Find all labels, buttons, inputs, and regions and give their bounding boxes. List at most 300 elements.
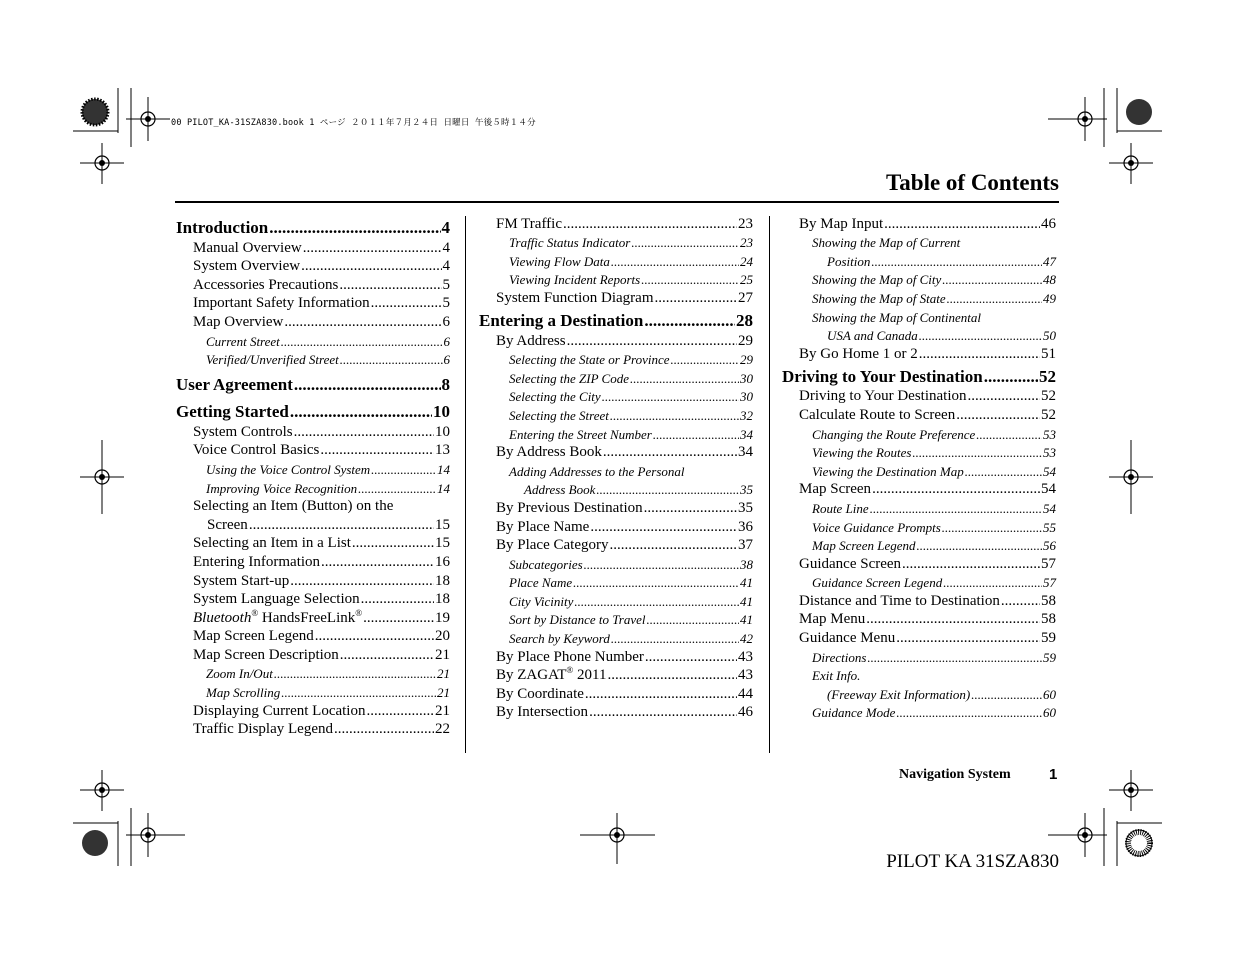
toc-page-number: 58 <box>1041 611 1056 628</box>
toc-entry-title: Position <box>827 253 871 269</box>
toc-entry-title: Guidance Menu <box>799 630 896 647</box>
toc-entry-title: Showing the Map of Current <box>812 235 961 251</box>
toc-entry-title: Directions <box>812 649 867 665</box>
toc-page-number: 38 <box>740 556 753 572</box>
toc-entry[interactable] <box>176 552 450 571</box>
toc-entry[interactable] <box>479 610 753 629</box>
toc-entry[interactable] <box>479 684 753 703</box>
toc-entry[interactable] <box>176 590 450 609</box>
toc-entry-title: Introduction <box>176 218 269 237</box>
dot-leader <box>274 666 436 682</box>
toc-page-number: 21 <box>437 685 450 701</box>
toc-page-number: 59 <box>1043 649 1056 665</box>
toc-column-1 <box>176 214 450 738</box>
toc-page-number: 28 <box>736 310 753 330</box>
toc-page-number: 6 <box>442 313 450 330</box>
dot-leader <box>352 535 434 552</box>
toc-page-number: 52 <box>1041 406 1056 423</box>
dot-leader <box>301 258 441 275</box>
toc-entry[interactable] <box>176 398 450 422</box>
toc-entry-title: Screen <box>207 516 248 533</box>
dot-leader <box>290 402 432 422</box>
dot-leader <box>320 442 434 459</box>
toc-page-number: 18 <box>435 572 450 589</box>
toc-entry-title: Zoom In/Out <box>206 666 273 682</box>
toc-page-number: 54 <box>1041 481 1056 498</box>
toc-page-number: 20 <box>435 628 450 645</box>
dot-leader <box>942 520 1042 536</box>
toc-entry[interactable] <box>782 461 1056 480</box>
toc-entry-title: Using the Voice Control System <box>206 461 371 477</box>
toc-entry-title: Viewing the Routes <box>812 445 912 461</box>
toc-entry-title: USA and Canada <box>827 328 918 344</box>
dot-leader <box>596 482 739 498</box>
toc-entry[interactable] <box>479 536 753 555</box>
dot-leader <box>315 628 434 645</box>
toc-entry-title: By Address <box>496 332 566 349</box>
toc-page-number: 54 <box>1043 463 1056 479</box>
dot-leader <box>631 235 739 251</box>
dot-leader <box>602 389 739 405</box>
toc-page-number: 29 <box>740 352 753 368</box>
toc-entry[interactable] <box>782 233 1056 252</box>
toc-entry[interactable] <box>479 350 753 369</box>
dot-leader <box>896 630 1040 647</box>
toc-entry-title: By Go Home 1 or 2 <box>799 345 918 362</box>
toc-entry-title: Sort by Distance to Travel <box>509 612 646 628</box>
toc-entry-title: Accessories Precautions <box>193 276 339 293</box>
toc-entry-title: Driving to Your Destination <box>799 388 967 405</box>
toc-entry-title: Verified/Unverified Street <box>206 352 339 368</box>
toc-entry-title: Voice Guidance Prompts <box>812 519 941 535</box>
toc-page-number: 54 <box>1043 500 1056 516</box>
toc-entry-title: Search by Keyword <box>509 631 610 647</box>
print-info: 00 PILOT_KA-31SZA830.book 1 ページ ２０１１年７月２４日 日曜日 午後５時１４分 <box>171 118 536 128</box>
toc-entry-title: Map Screen Legend <box>193 628 314 645</box>
toc-page-number: 36 <box>738 518 753 535</box>
toc-entry-title: Important Safety Information <box>193 295 370 312</box>
toc-entry[interactable] <box>479 368 753 387</box>
dot-leader <box>871 254 1042 270</box>
toc-entry-title: System Function Diagram <box>496 289 654 306</box>
toc-entry-title: Driving to Your Destination <box>782 366 983 386</box>
toc-page-number: 34 <box>738 444 753 461</box>
toc-page-number: 19 <box>435 609 450 626</box>
toc-entry-title: Map Overview <box>193 313 284 330</box>
toc-page-number: 13 <box>435 442 450 459</box>
toc-entry-title: By Intersection <box>496 704 589 721</box>
dot-leader <box>366 703 434 720</box>
toc-entry-title: Adding Addresses to the Personal <box>509 463 685 479</box>
dot-leader <box>866 611 1040 628</box>
toc-page-number: 51 <box>1041 345 1056 362</box>
toc-entry-title: Changing the Route Preference <box>812 426 976 442</box>
toc-entry[interactable] <box>782 387 1056 406</box>
toc-page-number: 5 <box>442 295 450 312</box>
toc-entry[interactable] <box>782 405 1056 424</box>
toc-entry[interactable] <box>176 682 450 701</box>
toc-page-number: 58 <box>1041 592 1056 609</box>
toc-entry-title: Bluetooth® HandsFreeLink® <box>193 607 363 626</box>
toc-entry[interactable] <box>176 497 450 516</box>
dot-leader <box>603 444 737 461</box>
toc-entry[interactable] <box>479 424 753 443</box>
toc-entry-title: Showing the Map of Continental <box>812 309 981 325</box>
toc-entry[interactable] <box>479 405 753 424</box>
dot-leader <box>567 333 737 350</box>
toc-entry[interactable] <box>479 461 753 480</box>
toc-entry[interactable] <box>176 257 450 276</box>
toc-entry[interactable] <box>176 350 450 369</box>
toc-entry-title: Entering the Street Number <box>509 426 652 442</box>
toc-page-number: 15 <box>435 516 450 533</box>
toc-entry[interactable] <box>782 270 1056 289</box>
toc-page-number: 6 <box>443 352 450 368</box>
toc-entry[interactable] <box>479 233 753 252</box>
toc-entry-title: System Controls <box>193 423 293 440</box>
dot-leader <box>611 631 739 647</box>
toc-entry[interactable] <box>479 443 753 462</box>
dot-leader <box>942 272 1042 288</box>
toc-entry[interactable] <box>479 307 753 331</box>
dot-leader <box>281 685 436 701</box>
toc-entry-title: By Map Input <box>799 215 884 232</box>
toc-entry[interactable] <box>479 270 753 289</box>
dot-leader <box>968 388 1040 405</box>
toc-page-number: 60 <box>1043 705 1056 721</box>
toc-page-number: 47 <box>1043 253 1056 269</box>
toc-entry-title: Viewing the Destination Map <box>812 463 964 479</box>
column-divider <box>465 216 466 753</box>
toc-page-number: 50 <box>1043 328 1056 344</box>
toc-entry[interactable] <box>782 628 1056 647</box>
toc-page-number: 30 <box>740 370 753 386</box>
dot-leader <box>294 424 434 441</box>
toc-entry[interactable] <box>176 371 450 395</box>
toc-entry[interactable] <box>479 573 753 592</box>
dot-leader <box>943 575 1042 591</box>
dot-leader <box>610 408 739 424</box>
toc-entry-title: By ZAGAT® 2011 <box>496 665 607 684</box>
toc-page-number: 10 <box>435 423 450 440</box>
toc-entry-title: Guidance Screen <box>799 555 902 572</box>
toc-entry[interactable] <box>479 387 753 406</box>
toc-entry[interactable] <box>176 312 450 331</box>
dot-leader <box>641 272 739 288</box>
toc-entry-title: (Freeway Exit Information) <box>827 686 971 702</box>
toc-entry[interactable] <box>782 684 1056 703</box>
dot-leader <box>321 554 434 571</box>
dot-leader <box>976 427 1042 443</box>
toc-entry[interactable] <box>176 645 450 664</box>
toc-page-number: 35 <box>738 499 753 516</box>
dot-leader <box>585 686 737 703</box>
dot-leader <box>294 375 441 395</box>
toc-entry-title: Getting Started <box>176 402 289 422</box>
toc-entry[interactable] <box>479 517 753 536</box>
toc-entry-title: Entering Information <box>193 553 321 570</box>
toc-entry-title: Traffic Display Legend <box>193 721 333 738</box>
toc-entry-title: System Overview <box>193 258 301 275</box>
toc-entry[interactable] <box>176 331 450 350</box>
toc-page-number: 27 <box>738 289 753 306</box>
toc-page-number: 23 <box>738 215 753 232</box>
dot-leader <box>574 594 739 610</box>
toc-entry[interactable] <box>176 238 450 257</box>
toc-entry-title: Route Line <box>812 500 869 516</box>
toc-page-number: 14 <box>437 480 450 496</box>
toc-page-number: 59 <box>1041 630 1056 647</box>
dot-leader <box>340 647 434 664</box>
toc-entry-title: Current Street <box>206 333 280 349</box>
toc-entry-title: Selecting the City <box>509 389 601 405</box>
toc-entry[interactable] <box>782 591 1056 610</box>
toc-entry-title: Map Screen <box>799 481 872 498</box>
toc-entry-title: Selecting the ZIP Code <box>509 370 629 386</box>
dot-leader <box>573 575 739 591</box>
toc-page-number: 21 <box>435 646 450 663</box>
dot-leader <box>912 445 1042 461</box>
toc-entry[interactable] <box>176 627 450 646</box>
dot-leader <box>653 427 739 443</box>
toc-entry[interactable] <box>176 478 450 497</box>
toc-page-number: 53 <box>1043 426 1056 442</box>
dot-leader <box>361 591 434 608</box>
toc-column-3 <box>782 214 1056 721</box>
toc-entry[interactable] <box>782 251 1056 270</box>
dot-leader <box>919 328 1042 344</box>
dot-leader <box>884 216 1040 233</box>
toc-page-number: 35 <box>740 482 753 498</box>
toc-page-number: 57 <box>1043 575 1056 591</box>
toc-entry[interactable] <box>176 294 450 313</box>
toc-entry[interactable] <box>782 703 1056 722</box>
toc-entry[interactable] <box>479 628 753 647</box>
dot-leader <box>269 218 440 238</box>
toc-entry[interactable] <box>479 251 753 270</box>
toc-entry[interactable] <box>782 554 1056 573</box>
toc-entry[interactable] <box>176 275 450 294</box>
toc-entry[interactable] <box>782 424 1056 443</box>
toc-entry[interactable] <box>176 515 450 534</box>
title-rule <box>175 201 1059 203</box>
toc-page-number: 60 <box>1043 686 1056 702</box>
dot-leader <box>917 538 1043 554</box>
toc-entry[interactable] <box>782 480 1056 499</box>
dot-leader <box>647 612 740 628</box>
toc-page-number: 29 <box>738 332 753 349</box>
dot-leader <box>334 721 434 738</box>
toc-page-number: 5 <box>442 276 450 293</box>
toc-page-number: 34 <box>740 426 753 442</box>
toc-entry[interactable] <box>479 647 753 666</box>
dot-leader <box>919 346 1040 363</box>
toc-entry-title: Map Screen Description <box>193 646 339 663</box>
toc-entry[interactable] <box>479 331 753 350</box>
toc-page-number: 43 <box>738 648 753 665</box>
toc-entry[interactable] <box>176 571 450 590</box>
toc-entry[interactable] <box>782 344 1056 363</box>
toc-page-number: 4 <box>441 218 450 237</box>
toc-entry-title: Traffic Status Indicator <box>509 235 631 251</box>
toc-page-number: 4 <box>442 239 450 256</box>
toc-entry-title: Selecting the Street <box>509 407 609 423</box>
toc-entry-title: Displaying Current Location <box>193 702 366 719</box>
dot-leader <box>867 650 1042 666</box>
toc-page-number: 18 <box>435 591 450 608</box>
toc-entry[interactable] <box>176 214 450 238</box>
toc-page-number: 49 <box>1043 290 1056 306</box>
dot-leader <box>1001 593 1040 610</box>
dot-leader <box>984 367 1038 387</box>
toc-entry[interactable] <box>479 554 753 573</box>
dot-leader <box>281 334 443 350</box>
toc-page-number: 6 <box>443 333 450 349</box>
page-title: Table of Contents <box>886 170 1059 195</box>
dot-leader <box>671 352 739 368</box>
toc-entry[interactable] <box>176 701 450 720</box>
toc-entry-title: Viewing Incident Reports <box>509 272 641 288</box>
toc-entry-title: By Previous Destination <box>496 499 643 516</box>
toc-entry-title: Guidance Mode <box>812 705 896 721</box>
dot-leader <box>340 352 443 368</box>
dot-leader <box>303 240 442 257</box>
toc-entry-title: FM Traffic <box>496 215 562 232</box>
toc-entry[interactable] <box>479 666 753 685</box>
toc-page-number: 56 <box>1043 538 1056 554</box>
toc-entry-title: Map Scrolling <box>206 685 281 701</box>
footer-page-number: 1 <box>1049 766 1058 783</box>
toc-entry-title: By Place Name <box>496 518 590 535</box>
toc-column-2 <box>479 214 753 721</box>
dot-leader <box>956 407 1040 424</box>
toc-page-number: 15 <box>435 535 450 552</box>
dot-leader <box>584 557 739 573</box>
toc-entry[interactable] <box>176 534 450 553</box>
book-code: PILOT KA 31SZA830 <box>886 851 1059 872</box>
toc-page-number: 21 <box>437 666 450 682</box>
dot-leader <box>363 610 434 627</box>
toc-entry-title: Address Book <box>524 482 596 498</box>
dot-leader <box>563 216 737 233</box>
toc-entry[interactable] <box>176 608 450 627</box>
toc-entry[interactable] <box>176 459 450 478</box>
toc-entry-title: By Place Category <box>496 537 609 554</box>
toc-page-number: 42 <box>740 631 753 647</box>
toc-entry-title: System Language Selection <box>193 591 360 608</box>
toc-page-number: 46 <box>1041 215 1056 232</box>
toc-entry-title: Calculate Route to Screen <box>799 406 956 423</box>
toc-page-number: 8 <box>441 375 450 395</box>
toc-entry-title: By Place Phone Number <box>496 648 644 665</box>
toc-entry[interactable] <box>479 703 753 722</box>
toc-page-number: 46 <box>738 704 753 721</box>
toc-entry-title: User Agreement <box>176 375 293 395</box>
dot-leader <box>870 501 1042 517</box>
toc-entry-title: System Start-up <box>193 572 290 589</box>
toc-entry[interactable] <box>479 288 753 307</box>
toc-entry[interactable] <box>782 573 1056 592</box>
dot-leader <box>290 573 434 590</box>
toc-page-number: 14 <box>437 461 450 477</box>
toc-entry-title: Map Menu <box>799 611 866 628</box>
dot-leader <box>371 462 436 478</box>
toc-entry-title: City Vicinity <box>509 593 574 609</box>
toc-entry[interactable] <box>479 498 753 517</box>
toc-entry[interactable] <box>782 363 1056 387</box>
toc-page-number: 55 <box>1043 519 1056 535</box>
dot-leader <box>645 649 737 666</box>
toc-page-number: 41 <box>740 612 753 628</box>
toc-entry[interactable] <box>479 591 753 610</box>
dot-leader <box>965 464 1042 480</box>
toc-entry[interactable] <box>782 610 1056 629</box>
dot-leader <box>644 311 735 331</box>
toc-entry[interactable] <box>176 422 450 441</box>
toc-entry[interactable] <box>176 664 450 683</box>
toc-entry-title: Selecting an Item in a List <box>193 535 351 552</box>
toc-entry-title: Showing the Map of State <box>812 290 946 306</box>
column-divider <box>769 216 770 753</box>
footer-section: Navigation System <box>899 767 1011 782</box>
toc-entry[interactable] <box>782 307 1056 326</box>
toc-entry-title: Voice Control Basics <box>193 442 320 459</box>
toc-entry-title: By Coordinate <box>496 685 584 702</box>
toc-page-number: 10 <box>433 402 450 422</box>
toc-entry[interactable] <box>782 214 1056 233</box>
toc-entry[interactable] <box>782 443 1056 462</box>
toc-page-number: 53 <box>1043 445 1056 461</box>
toc-page-number: 52 <box>1041 388 1056 405</box>
dot-leader <box>358 481 436 497</box>
toc-entry[interactable] <box>176 720 450 739</box>
toc-entry[interactable] <box>176 441 450 460</box>
toc-page-number: 44 <box>738 685 753 702</box>
toc-page-number: 43 <box>738 667 753 684</box>
toc-entry[interactable] <box>479 480 753 499</box>
toc-entry[interactable] <box>782 647 1056 666</box>
dot-leader <box>896 705 1042 721</box>
toc-page-number: 24 <box>740 253 753 269</box>
toc-page-number: 41 <box>740 593 753 609</box>
toc-entry-title: Selecting the State or Province <box>509 352 670 368</box>
toc-entry[interactable] <box>479 214 753 233</box>
toc-page-number: 32 <box>740 407 753 423</box>
toc-entry-title: Entering a Destination <box>479 310 644 330</box>
toc-entry[interactable] <box>782 666 1056 685</box>
toc-entry[interactable] <box>782 536 1056 555</box>
toc-entry[interactable] <box>782 517 1056 536</box>
dot-leader <box>590 519 737 536</box>
toc-entry[interactable] <box>782 498 1056 517</box>
toc-entry[interactable] <box>782 288 1056 307</box>
dot-leader <box>284 314 441 331</box>
toc-page-number: 23 <box>740 235 753 251</box>
toc-page-number: 16 <box>435 553 450 570</box>
dot-leader <box>609 537 737 554</box>
toc-entry-title: Exit Info. <box>812 668 861 684</box>
toc-entry-title: Guidance Screen Legend <box>812 575 943 591</box>
toc-page-number: 22 <box>435 721 450 738</box>
toc-entry[interactable] <box>782 326 1056 345</box>
toc-entry-title: Selecting an Item (Button) on the <box>193 498 394 515</box>
toc-page-number: 30 <box>740 389 753 405</box>
toc-page-number: 37 <box>738 537 753 554</box>
toc-entry-title: Subcategories <box>509 556 583 572</box>
toc-page-number: 48 <box>1043 272 1056 288</box>
toc-page-number: 25 <box>740 272 753 288</box>
dot-leader <box>947 291 1042 307</box>
